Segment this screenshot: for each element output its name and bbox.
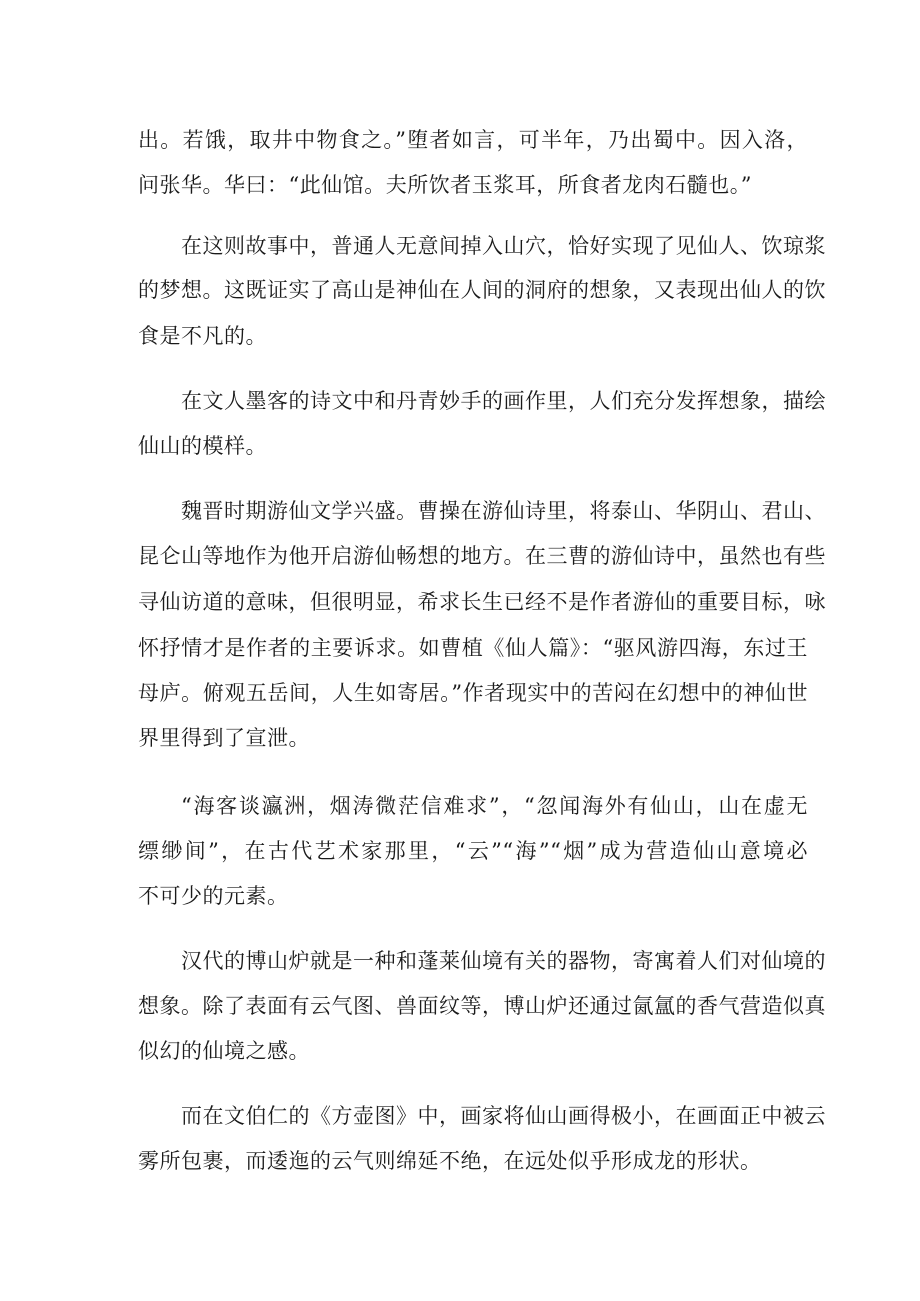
paragraph-1-line-1: 出。若饿，取井中物食之。”堕者如言，可半年，乃出蜀中。因入洛， [138, 128, 808, 152]
paragraph-4-line-1: 魏晋时期游仙文学兴盛。曹操在游仙诗里，将泰山、华阴山、君山、 [181, 499, 826, 523]
paragraph-2-line-2: 的梦想。这既证实了高山是神仙在人间的洞府的想象，又表现出仙人的饮 [138, 278, 826, 302]
paragraph-5-line-3: 不可少的元素。 [138, 884, 289, 908]
paragraph-6-line-2: 想象。除了表面有云气图、兽面纹等，博山炉还通过氤氲的香气营造似真 [138, 994, 826, 1018]
paragraph-6-line-1: 汉代的博山炉就是一种和蓬莱仙境有关的器物，寄寓着人们对仙境的 [181, 949, 826, 973]
paragraph-2-line-1: 在这则故事中，普通人无意间掉入山穴，恰好实现了见仙人、饮琼浆 [181, 234, 826, 258]
paragraph-3-line-1: 在文人墨客的诗文中和丹青妙手的画作里，人们充分发挥想象，描绘 [181, 389, 826, 413]
paragraph-3-line-2: 仙山的模样。 [138, 434, 267, 458]
paragraph-4-line-6: 界里得到了宣泄。 [138, 726, 310, 750]
paragraph-1-line-2: 问张华。华曰：“此仙馆。夫所饮者玉浆耳，所食者龙肉石髓也。” [138, 173, 752, 197]
paragraph-5-line-1: “海客谈瀛洲，烟涛微茫信难求”，“忽闻海外有仙山，山在虚无 [181, 794, 808, 818]
paragraph-6-line-3: 似幻的仙境之感。 [138, 1039, 310, 1063]
paragraph-4-line-2: 昆仑山等地作为他开启游仙畅想的地方。在三曹的游仙诗中，虽然也有些 [138, 544, 826, 568]
paragraph-7-line-2: 雾所包裹，而逶迤的云气则绵延不绝，在远处似乎形成龙的形状。 [138, 1149, 762, 1173]
paragraph-7-line-1: 而在文伯仁的《方壶图》中，画家将仙山画得极小，在画面正中被云 [181, 1104, 826, 1128]
paragraph-2-line-3: 食是不凡的。 [138, 324, 267, 348]
paragraph-4-line-4: 怀抒情才是作者的主要诉求。如曹植《仙人篇》：“驱风游四海，东过王 [138, 636, 808, 660]
paragraph-4-line-5: 母庐。俯观五岳间，人生如寄居。”作者现实中的苦闷在幻想中的神仙世 [138, 681, 808, 705]
paragraph-4-line-3: 寻仙访道的意味，但很明显，希求长生已经不是作者游仙的重要目标，咏 [138, 590, 826, 614]
paragraph-5-line-2: 缥缈间”，在古代艺术家那里，“云”“海”“烟”成为营造仙山意境必 [138, 839, 808, 863]
